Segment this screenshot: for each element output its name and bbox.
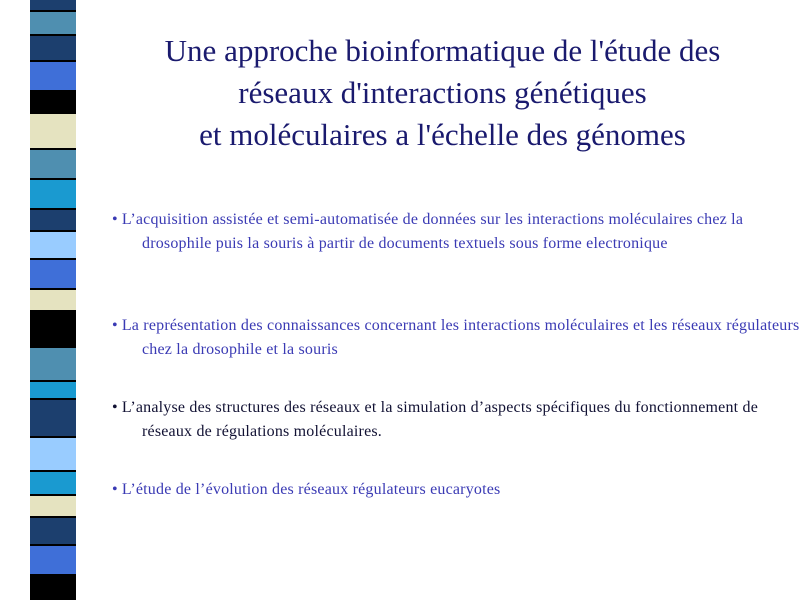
bullet-text-4: L’étude de l’évolution des réseaux régulateurs eucaryotes [121,481,501,498]
stripe-divider [30,380,76,382]
stripe-divider [30,288,76,290]
stripe-band [30,546,76,576]
stripe-band [30,290,76,312]
bullet-symbol: • [112,211,118,228]
slide-title [100,30,785,156]
stripe-band [30,12,76,36]
stripe-divider [30,346,76,348]
stripe-divider [30,208,76,210]
stripe-band [30,382,76,400]
stripe-divider [30,230,76,232]
stripe-divider [30,398,76,400]
stripe-band [30,576,76,600]
title-line-2: réseaux d'interactions génétiques [238,75,647,110]
bullet-item-4 [112,478,800,502]
stripe-band [30,232,76,260]
stripe-divider [30,516,76,518]
stripe-divider [30,574,76,576]
stripe-band [30,400,76,438]
bullet-text-3: L’analyse des structures des réseaux et la simulation d’aspects spécifiques du fonctionnement de réseaux de régulations moléculaires. [121,399,759,440]
bullet-item-2 [112,314,800,362]
stripe-band [30,36,76,62]
title-line-3: et moléculaires a l'échelle des génomes [199,117,686,152]
stripe-band [30,496,76,518]
stripe-band [30,114,76,150]
stripe-band [30,518,76,546]
stripe-divider [30,10,76,12]
stripe-band [30,180,76,210]
title-line-1: Une approche bioinformatique de l'étude des [164,33,721,68]
stripe-band [30,210,76,232]
bullet-symbol: • [112,317,118,334]
stripe-band [30,92,76,114]
stripe-divider [30,148,76,150]
stripe-band [30,312,76,348]
stripe-band [30,348,76,382]
bullet-symbol: • [112,481,118,498]
bullet-item-1 [112,208,800,256]
bullet-symbol: • [112,399,118,416]
decorative-stripe-bar [30,0,76,600]
stripe-divider [30,470,76,472]
stripe-band [30,150,76,180]
stripe-divider [30,34,76,36]
stripe-divider [30,436,76,438]
stripe-divider [30,494,76,496]
stripe-divider [30,90,76,92]
bullet-text-1: L’acquisition assistée et semi-automatisée de données sur les interactions moléculaires chez la drosophile puis la souris à partir de documents textuels sous forme electronique [121,211,744,252]
stripe-divider [30,258,76,260]
stripe-divider [30,544,76,546]
stripe-divider [30,112,76,114]
stripe-pattern [30,0,76,600]
stripe-band [30,62,76,92]
stripe-divider [30,60,76,62]
stripe-band [30,472,76,496]
stripe-band [30,438,76,472]
stripe-divider [30,310,76,312]
stripe-band [30,260,76,290]
bullet-item-3 [112,396,800,444]
bullet-text-2: La représentation des connaissances concernant les interactions moléculaires et les réseaux régulateurs chez la drosophile et la souris [121,317,800,358]
stripe-divider [30,178,76,180]
